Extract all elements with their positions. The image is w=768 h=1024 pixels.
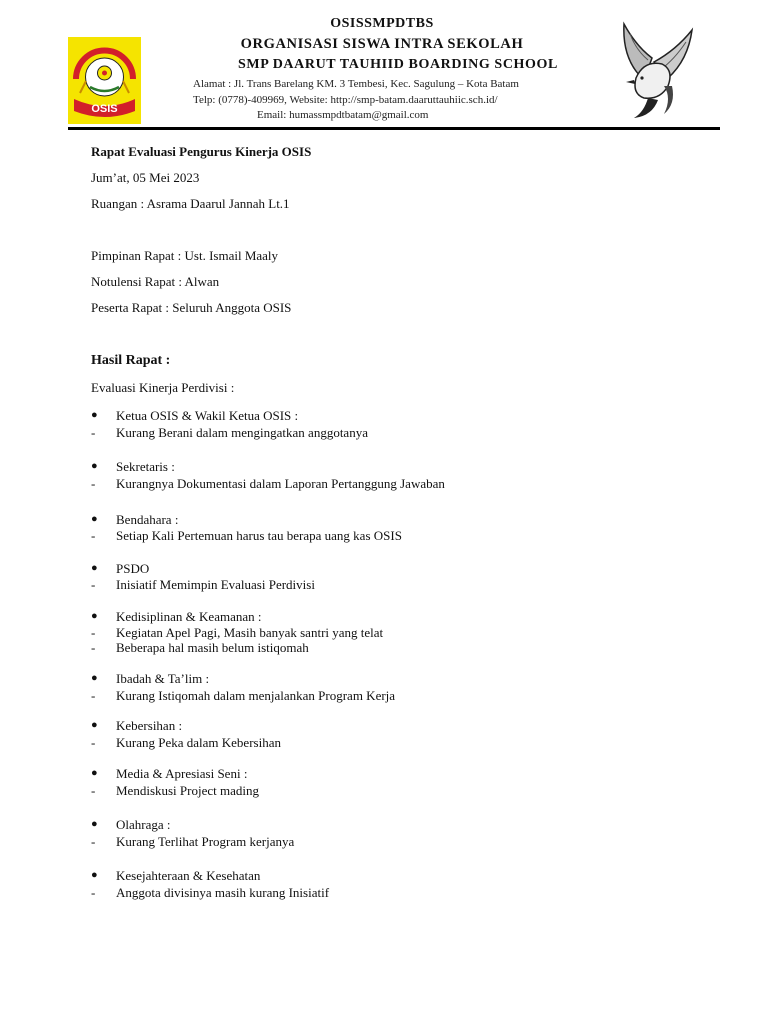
note-text: Kurang Peka dalam Kebersihan	[116, 735, 281, 750]
header-school-name: SMP DAARUT TAUHIID BOARDING SCHOOL	[238, 57, 558, 72]
dash-marker: -	[91, 640, 96, 655]
note-text: Kurang Terlihat Program kerjanya	[116, 834, 295, 849]
dash-marker: -	[91, 528, 96, 543]
bullet-marker: ●	[91, 562, 98, 574]
bullet-marker: ●	[91, 869, 98, 881]
results-heading: Hasil Rapat :	[91, 353, 171, 368]
dash-marker: -	[91, 577, 96, 592]
bullet-marker: ●	[91, 719, 98, 731]
dash-marker: -	[91, 476, 96, 491]
meeting-notulen: Notulensi Rapat : Alwan	[91, 274, 220, 289]
division-name: Kesejahteraan & Kesehatan	[116, 868, 261, 883]
division-name: Bendahara :	[116, 512, 179, 527]
meeting-title: Rapat Evaluasi Pengurus Kinerja OSIS	[91, 144, 312, 159]
dash-marker: -	[91, 425, 96, 440]
header-email: Email: humassmpdtbatam@gmail.com	[257, 109, 429, 121]
dash-marker: -	[91, 885, 96, 900]
dash-marker: -	[91, 783, 96, 798]
note-text: Mendiskusi Project mading	[116, 783, 259, 798]
note-text: Setiap Kali Pertemuan harus tau berapa uang kas OSIS	[116, 528, 402, 543]
note-text: Anggota divisinya masih kurang Inisiatif	[116, 885, 330, 900]
dash-marker: -	[91, 688, 96, 703]
note-text: Kurangnya Dokumentasi dalam Laporan Pertanggung Jawaban	[116, 476, 445, 491]
meeting-room: Ruangan : Asrama Daarul Jannah Lt.1	[91, 196, 290, 211]
dash-marker: -	[91, 735, 96, 750]
header-org-name: ORGANISASI SISWA INTRA SEKOLAH	[240, 36, 524, 52]
note-text: Kurang Berani dalam mengingatkan anggotanya	[116, 425, 368, 440]
division-name: Ibadah & Ta’lim :	[116, 671, 210, 686]
dash-marker: -	[91, 834, 96, 849]
note-text: Kegiatan Apel Pagi, Masih banyak santri yang telat	[116, 625, 384, 640]
bullet-marker: ●	[91, 513, 98, 525]
dove-logo	[614, 20, 696, 120]
header-address: Alamat : Jl. Trans Barelang KM. 3 Tembesi, Kec. Sagulung – Kota Batam	[193, 78, 519, 90]
division-name: Kebersihan :	[116, 718, 183, 733]
results-subheading: Evaluasi Kinerja Perdivisi :	[91, 380, 235, 395]
bullet-marker: ●	[91, 610, 98, 622]
meeting-date: Jum’at, 05 Mei 2023	[91, 170, 200, 185]
header-contact: Telp: (0778)-409969, Website: http://smp-batam.daaruttauhiic.sch.id/	[193, 94, 498, 106]
division-name: Olahraga :	[116, 817, 171, 832]
division-name: Sekretaris :	[116, 459, 175, 474]
note-text: Inisiatif Memimpin Evaluasi Perdivisi	[116, 577, 315, 592]
header-org-code: OSISSMPDTBS	[330, 16, 434, 31]
note-text: Kurang Istiqomah dalam menjalankan Program Kerja	[116, 688, 396, 703]
meeting-leader: Pimpinan Rapat : Ust. Ismail Maaly	[91, 248, 279, 263]
bullet-marker: ●	[91, 672, 98, 684]
division-name: Ketua OSIS & Wakil Ketua OSIS :	[116, 408, 299, 423]
osis-logo-text: OSIS	[91, 103, 118, 115]
header-divider	[68, 127, 720, 130]
division-name: Kedisiplinan & Keamanan :	[116, 609, 262, 624]
bullet-marker: ●	[91, 460, 98, 472]
dash-marker: -	[91, 625, 96, 640]
note-text: Beberapa hal masih belum istiqomah	[116, 640, 309, 655]
bullet-marker: ●	[91, 818, 98, 830]
bullet-marker: ●	[91, 767, 98, 779]
meeting-participants: Peserta Rapat : Seluruh Anggota OSIS	[91, 300, 292, 315]
bullet-marker: ●	[91, 409, 98, 421]
division-name: Media & Apresiasi Seni :	[116, 766, 248, 781]
division-name: PSDO	[116, 561, 150, 576]
